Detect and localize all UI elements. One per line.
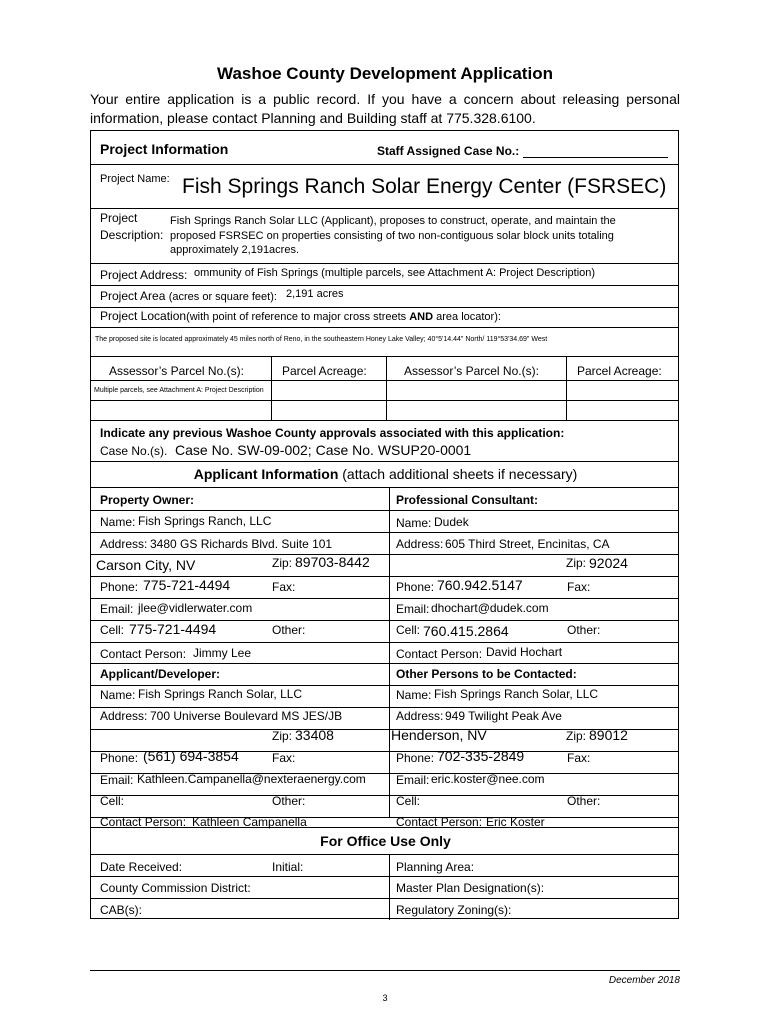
footer-divider (90, 970, 680, 971)
others-phone-field[interactable]: 702-335-2849 (437, 748, 525, 764)
others-other-label: Other: (567, 794, 601, 808)
developer-heading: Applicant/Developer: (100, 667, 221, 681)
developer-phone-label: Phone: (100, 751, 139, 765)
consultant-cell-label: Cell: (396, 623, 421, 637)
footer-date: December 2018 (608, 975, 680, 986)
others-contact-label: Contact Person: (396, 815, 483, 829)
owner-email-label: Email: (100, 602, 134, 616)
parcel-header-apn-1: Assessor’s Parcel No.(s): (109, 364, 244, 378)
consultant-phone-field[interactable]: 760.942.5147 (437, 577, 523, 593)
staff-case-label: Staff Assigned Case No.: (377, 144, 668, 158)
project-name-label: Project Name: (100, 173, 170, 185)
project-area-label: Project Area (acres or square feet): (100, 289, 277, 303)
developer-other-label: Other: (272, 794, 306, 808)
initial-label: Initial: (272, 860, 304, 874)
parcel-header-apn-2: Assessor’s Parcel No.(s): (404, 364, 539, 378)
regulatory-zoning-label: Regulatory Zoning(s): (396, 903, 512, 917)
owner-name-label: Name: (100, 515, 136, 529)
project-desc-line-2[interactable]: proposed FSRSEC on properties consisting of two non-contiguous solar block units totaling (170, 230, 614, 242)
case-label: Case No.(s). (100, 444, 168, 458)
owner-cell-field[interactable]: 775-721-4494 (129, 621, 217, 637)
developer-zip-label: Zip: (272, 729, 293, 743)
others-address-label: Address: (396, 709, 444, 723)
others-city-field[interactable]: Henderson, NV (391, 727, 487, 743)
project-desc-label-1: Project (100, 211, 138, 225)
cab-label: CAB(s): (100, 903, 142, 917)
consultant-email-label: Email: (396, 602, 430, 616)
others-zip-field[interactable]: 89012 (589, 727, 628, 743)
applicant-section-title: Applicant Information (attach additional sheets if necessary) (193, 466, 578, 482)
consultant-zip-label: Zip: (566, 556, 587, 570)
owner-fax-label: Fax: (272, 580, 296, 594)
project-desc-line-3[interactable]: approximately 2,191acres. (170, 244, 300, 256)
developer-fax-label: Fax: (272, 751, 296, 765)
consultant-name-label: Name: (396, 516, 432, 530)
consultant-other-label: Other: (567, 623, 601, 637)
others-name-field[interactable]: Fish Springs Ranch Solar, LLC (434, 687, 599, 701)
commission-district-label: County Commission District: (100, 881, 251, 895)
others-email-label: Email: (396, 773, 430, 787)
master-plan-label: Master Plan Designation(s): (396, 881, 545, 895)
project-desc-label-2: Description: (100, 228, 164, 242)
others-phone-label: Phone: (396, 751, 435, 765)
consultant-contact-field[interactable]: David Hochart (486, 645, 563, 659)
project-address-field[interactable]: ommunity of Fish Springs (multiple parcels, see Attachment A: Project Description) (194, 267, 596, 279)
owner-zip-field[interactable]: 89703-8442 (295, 554, 370, 570)
others-cell-label: Cell: (396, 794, 421, 808)
project-name-field[interactable]: Fish Springs Ranch Solar Energy Center (FSRSEC) (182, 175, 667, 198)
developer-email-label: Email: (100, 773, 134, 787)
consultant-name-field[interactable]: Dudek (434, 515, 469, 529)
developer-email-field[interactable]: Kathleen.Campanella@nexteraenergy.com (137, 772, 366, 786)
developer-contact-field[interactable]: Kathleen Campanella (192, 815, 307, 829)
developer-address-field[interactable]: 700 Universe Boulevard MS JES/JB (150, 709, 343, 723)
case-field[interactable]: Case No. SW-09-002; Case No. WSUP20-0001 (175, 442, 472, 458)
consultant-email-field[interactable]: dhochart@dudek.com (431, 601, 549, 615)
owner-address-label: Address: (100, 537, 148, 551)
office-section-title: For Office Use Only (320, 833, 451, 849)
consultant-heading: Professional Consultant: (396, 493, 539, 507)
owner-cell-label: Cell: (100, 623, 125, 637)
parcel-header-acreage-1: Parcel Acreage: (282, 364, 367, 378)
date-received-label: Date Received: (100, 860, 183, 874)
developer-zip-field[interactable]: 33408 (295, 727, 334, 743)
page-title: Washoe County Development Application (217, 64, 553, 83)
staff-case-field[interactable] (523, 144, 668, 158)
developer-name-label: Name: (100, 688, 136, 702)
project-location-label: Project Location(with point of reference to major cross streets AND area locator): (100, 309, 501, 323)
owner-heading: Property Owner: (100, 493, 195, 507)
parcel-row-apn[interactable]: Multiple parcels, see Attachment A: Project Description (94, 387, 264, 394)
developer-phone-field[interactable]: (561) 694-3854 (143, 748, 239, 764)
others-contact-field[interactable]: Eric Koster (486, 815, 545, 829)
project-area-field[interactable]: 2,191 acres (286, 288, 344, 300)
approvals-label: Indicate any previous Washoe County approvals associated with this application: (100, 426, 565, 440)
project-desc-line-1[interactable]: Fish Springs Ranch Solar LLC (Applicant), proposes to construct, operate, and maintain the (170, 215, 616, 227)
application-form (90, 130, 679, 919)
planning-area-label: Planning Area: (396, 860, 475, 874)
owner-phone-label: Phone: (100, 580, 139, 594)
owner-email-field[interactable]: jlee@vidlerwater.com (138, 601, 253, 615)
consultant-contact-label: Contact Person: (396, 647, 483, 661)
others-zip-label: Zip: (566, 729, 587, 743)
consultant-address-field[interactable]: 605 Third Street, Encinitas, CA (445, 537, 610, 551)
others-fax-label: Fax: (567, 751, 591, 765)
consultant-zip-field[interactable]: 92024 (589, 555, 628, 571)
developer-address-label: Address: (100, 709, 148, 723)
consultant-address-label: Address: (396, 537, 444, 551)
owner-name-field[interactable]: Fish Springs Ranch, LLC (138, 514, 272, 528)
developer-contact-label: Contact Person: (100, 815, 187, 829)
project-location-field[interactable]: The proposed site is located approximately 45 miles north of Reno, in the southeastern Honey Lake Valley; 40°5'14.44" North/ 119°53'34.69" West (95, 336, 548, 343)
parcel-header-acreage-2: Parcel Acreage: (577, 364, 662, 378)
project-section-title: Project Information (100, 141, 229, 157)
others-address-field[interactable]: 949 Twilight Peak Ave (445, 709, 562, 723)
developer-cell-label: Cell: (100, 794, 125, 808)
owner-city-field[interactable]: Carson City, NV (96, 557, 196, 573)
others-name-label: Name: (396, 688, 432, 702)
others-email-field[interactable]: eric.koster@nee.com (431, 772, 545, 786)
consultant-cell-field[interactable]: 760.415.2864 (423, 623, 509, 639)
owner-zip-label: Zip: (272, 556, 293, 570)
consultant-phone-label: Phone: (396, 580, 435, 594)
developer-name-field[interactable]: Fish Springs Ranch Solar, LLC (138, 687, 303, 701)
owner-phone-field[interactable]: 775-721-4494 (143, 577, 231, 593)
project-address-label: Project Address: (100, 268, 188, 282)
page-number: 3 (382, 993, 388, 1003)
others-heading: Other Persons to be Contacted: (396, 667, 577, 681)
consultant-fax-label: Fax: (567, 580, 591, 594)
owner-contact-field[interactable]: Jimmy Lee (193, 646, 252, 660)
owner-address-field[interactable]: 3480 GS Richards Blvd. Suite 101 (150, 537, 333, 551)
intro-text: Your entire application is a public record. If you have a concern about releasing personal information, please contact Planning and Building staff at 775.328.6100. (90, 91, 680, 126)
owner-contact-label: Contact Person: (100, 647, 187, 661)
owner-other-label: Other: (272, 623, 306, 637)
